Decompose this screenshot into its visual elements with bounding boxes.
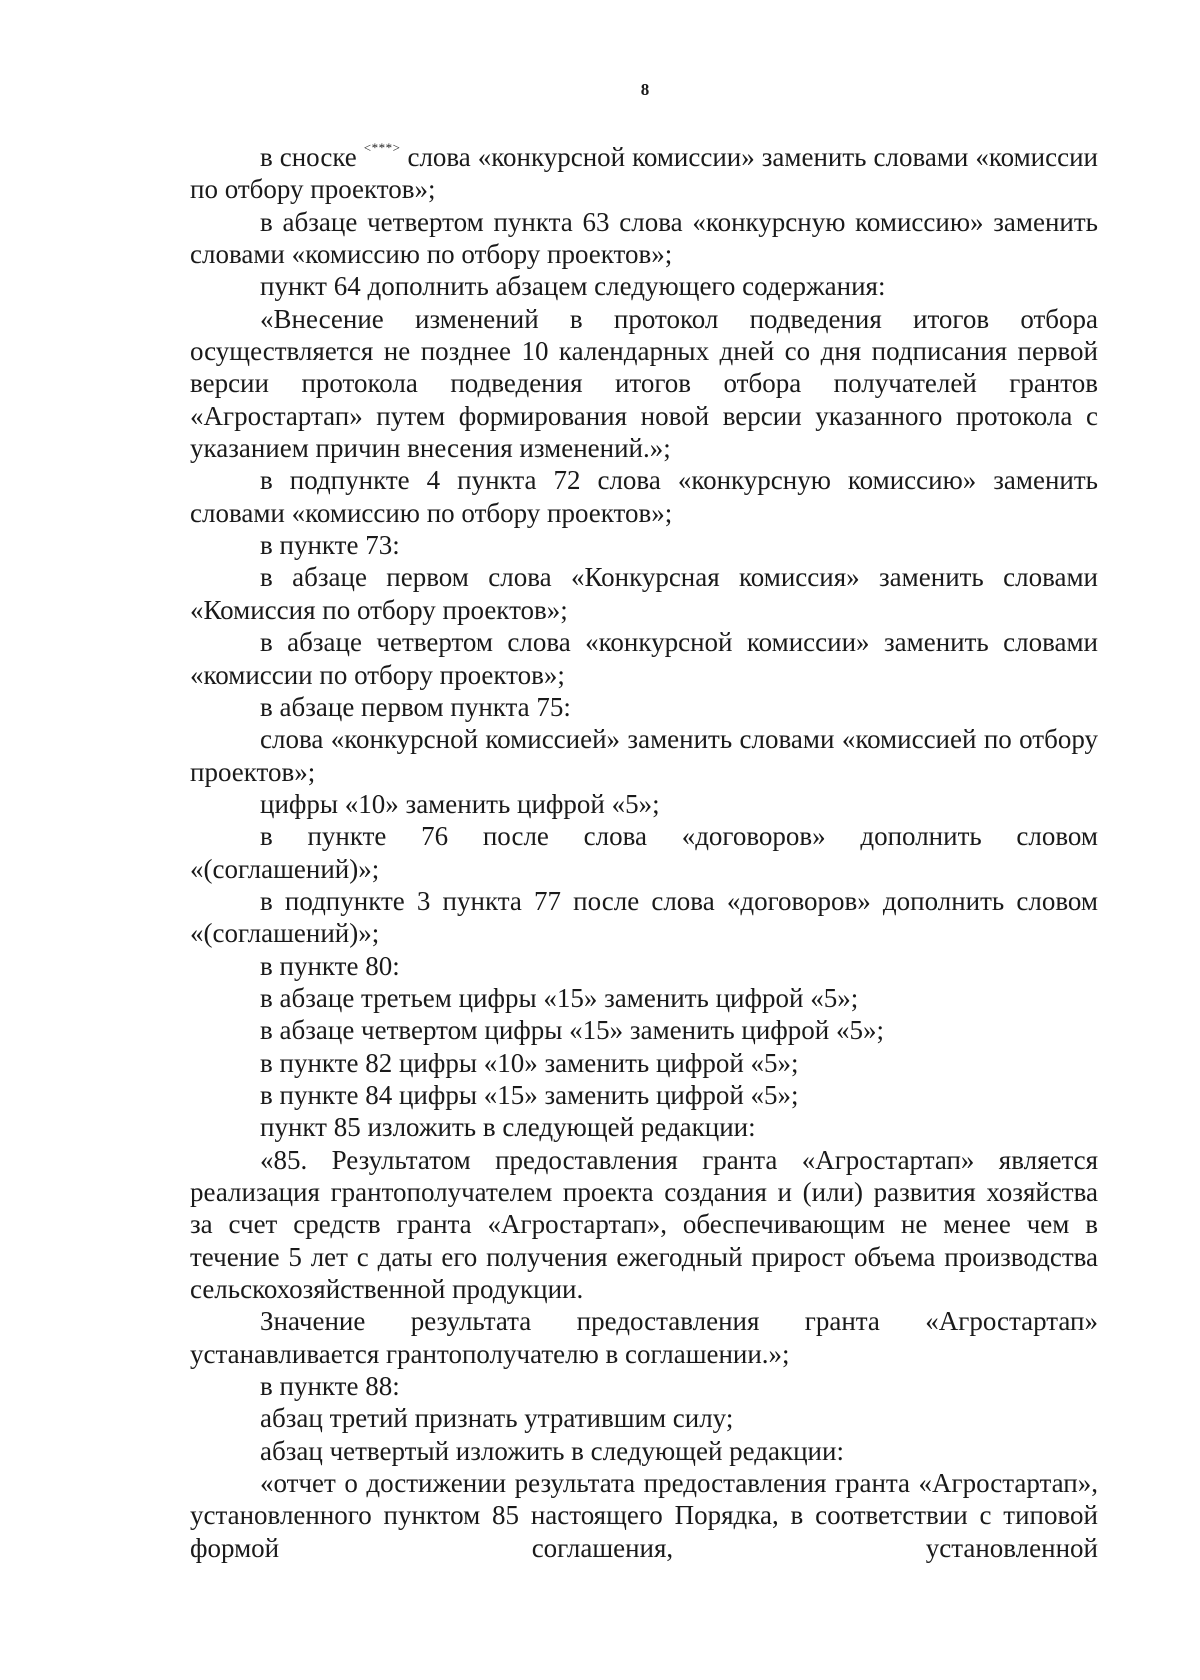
paragraph: «Внесение изменений в протокол подведения итогов отбора осуществляется не позднее 10 календарных дней со дня подписания первой версии протокола подведения итогов отбора получателей грантов «Агростартап» путем формирования новой версии указанного протокола с указанием причин внесения изменений.»; [190,303,1098,464]
paragraph: слова «конкурсной комиссией» заменить словами «комиссией по отбору проектов»; [190,724,1098,787]
footnote-marker: <***> [363,140,401,155]
paragraph: в подпункте 4 пункта 72 слова «конкурсную комиссию» заменить словами «комиссию по отбору проектов»; [190,465,1098,528]
paragraph: в абзаце четвертом цифры «15» заменить цифрой «5»; [260,1015,885,1046]
paragraph: цифры «10» заменить цифрой «5»; [260,788,660,819]
paragraph-text: в сноске [260,142,364,172]
paragraph: абзац четвертый изложить в следующей редакции: [260,1435,844,1466]
paragraph: пункт 85 изложить в следующей редакции: [260,1112,756,1143]
page-number: 8 [640,80,650,99]
paragraph: в абзаце третьем цифры «15» заменить цифрой «5»; [260,982,859,1013]
paragraph: абзац третий признать утратившим силу; [260,1403,734,1434]
paragraph: в абзаце первом слова «Конкурсная комиссия» заменить словами «Комиссия по отбору проектов»; [190,562,1098,625]
paragraph: в пункте 76 после слова «договоров» дополнить словом «(соглашений)»; [190,821,1098,884]
paragraph: в пункте 82 цифры «10» заменить цифрой «5»; [260,1047,799,1078]
paragraph: в пункте 88: [260,1371,400,1402]
paragraph: в абзаце четвертом слова «конкурсной комиссии» заменить словами «комиссии по отбору проектов»; [190,627,1098,690]
paragraph: «85. Результатом предоставления гранта «Агростартап» является реализация грантополучателем проекта создания и (или) развития хозяйства за счет средств гранта «Агростартап», обеспечивающим не менее чем в течение 5 лет с даты его получения ежегодный прирост объема производства сельскохозяйственной продукции. [190,1144,1098,1305]
paragraph-footnote [190,132,1098,206]
paragraph: Значение результата предоставления гранта «Агростартап» устанавливается грантополучателю в соглашении.»; [190,1306,1098,1369]
paragraph: пункт 64 дополнить абзацем следующего содержания: [260,271,886,302]
paragraph: «отчет о достижении результата предоставления гранта «Агростартап», установленного пунктом 85 настоящего Порядка, в соответствии с типовой формой соглашения, установленной [190,1468,1098,1563]
paragraph: в пункте 84 цифры «15» заменить цифрой «5»; [260,1079,799,1110]
paragraph: в абзаце четвертом пункта 63 слова «конкурсную комиссию» заменить словами «комиссию по отбору проектов»; [190,206,1098,270]
paragraph: в пункте 80: [260,950,400,981]
paragraph: в пункте 73: [260,530,400,561]
document-body [190,132,1098,1564]
paragraph: в подпункте 3 пункта 77 после слова «договоров» дополнить словом «(соглашений)»; [190,885,1098,949]
paragraph: в абзаце первом пункта 75: [260,691,571,722]
paragraph-text: слова «конкурсной комиссии» заменить словами «комиссии по отбору проектов»; [190,142,1098,205]
